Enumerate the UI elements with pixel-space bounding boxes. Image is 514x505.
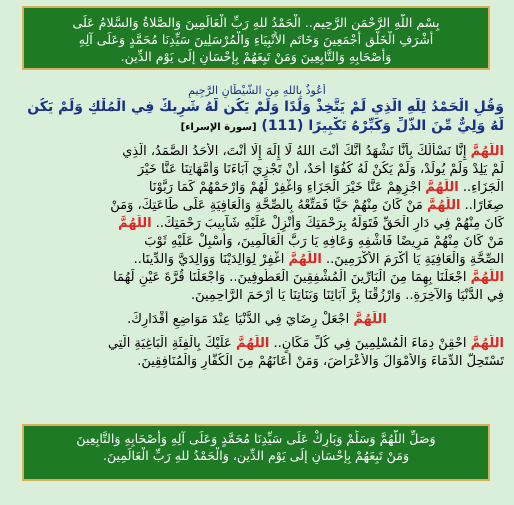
dua-line [10, 251, 504, 269]
dua-line [10, 335, 504, 353]
dua-line [10, 197, 504, 215]
dua-text: الْجَزَاءِ.. [462, 180, 504, 195]
allahumma-word: اللَّهُمَّ [470, 144, 504, 159]
ayah-text: لَّهُ وَلِيٌّ مِّنَ الذُّلِّ وَكَبِّرْهُ تَكْبِيرًا [308, 118, 504, 134]
dua-text: عَلَيْكَ بِالْفِئَةِ الْبَاغِيَةِ الَّتِي [107, 336, 232, 351]
closing-band [22, 424, 490, 481]
allahumma-word: اللَّهُمَّ [118, 216, 152, 231]
opening-line: وَأَصْحَابِهِ وَالتَّابِعِينَ وَمَنْ تَبِعَهُمْ بِإِحْسَانٍ إِلَى يَوْمِ الدِّينِ. [120, 49, 392, 64]
dua-line: تَسْتَحِلُّ الدِّمَاءَ وَالأَمْوَالَ وَالأَعْرَاضَ، وَمَنْ أَعَانَهُمْ مِنَ الْكُفَّارِ وَالْمُنَافِقِينَ. [137, 354, 504, 369]
ayah-line [10, 117, 504, 137]
allahumma-word: اللَّهُمَّ [235, 336, 270, 351]
closing-line: وَصَلِّ اللَّهُمَّ وَسَلِّمْ وَبَارِكْ عَلَى سَيِّدِنَا مُحَمَّدٍ وَعَلَى آلِهِ وَأَصْحَابِهِ وَالتَّابِعِينَ [76, 431, 436, 446]
dua-text: مَنْ كَانَ مِنْهُمْ حَيًّا فَمَتِّعْهُ بِالصِّحَّةِ وَالْعَافِيَةِ عَلَى طَاعَتِكَ، وَمَنْ [110, 198, 423, 213]
allahumma-word: اللَّهُمَّ [353, 312, 387, 327]
allahumma-word: اللَّهُمَّ [425, 180, 459, 195]
surah-reference: [سورة الإسراء] [180, 122, 257, 133]
dua-text: اجْزِهِمْ عَنَّا خَيْرَ الْجَزَاءِ وَاغْفِرْ لَهُمْ وَارْحَمْهُمْ كَمَا رَبَّوْنَا [148, 180, 422, 195]
dua-text: اغْفِرْ لِوَالِدَيْنَا وَوَالِدَيَّ وَالدِّينَا.. [133, 252, 285, 267]
dua-line [10, 311, 504, 329]
dua-text: صِغَارًا.. [464, 198, 504, 213]
dua-line [10, 179, 504, 197]
ayah-number: (111) [261, 118, 304, 134]
dua-text: احْقِنْ دِمَاءَ الْمُسْلِمِينَ فِي كُلِّ مَكَانٍ.. [273, 336, 467, 351]
dua-line [10, 143, 504, 161]
dua-text: اجْعَلْ رِضَايَ فِي الدُّنْيَا عِنْدَ مَوَاضِعِ أَقْدَارِكَ. [127, 312, 350, 327]
opening-band [22, 6, 490, 70]
opening-line: أَشْرَفِ الْخَلْقِ أَجْمَعِينَ وَخَاتَمِ الأَنْبِيَاءِ وَالْمُرْسَلِينَ سَيِّدِنَا مُحَمَّدٍ وَعَلَى آلِهِ [78, 32, 434, 47]
dua-line: لَمْ يَلِدْ وَلَمْ يُولَدْ، وَلَمْ يَكُنْ لَهُ كُفُوًا أَحَدٌ، أَنْ تَجْزِيَ آبَاءَنَا وَأُمَّهَاتِنَا عَنَّا خَيْرَ [137, 162, 504, 177]
dua-text: الصِّحَّةِ وَالْعَافِيَةِ يَا أَكْرَمَ الأَكْرَمِينَ.. [326, 252, 504, 267]
dua-line [10, 215, 504, 233]
ayah-line: وَقُلِ الْحَمْدُ لِلَّهِ الَّذِي لَمْ يَتَّخِذْ وَلَدًا وَلَمْ يَكُن لَّهُ شَرِيكٌ فِي الْمُلْكِ وَلَمْ يَكُن [27, 99, 504, 115]
dua-line [10, 269, 504, 287]
dua-text: كَانَ مِنْهُمْ فِي دَارِ الْحَقِّ فَتَوَلَّهُ بِرَحْمَتِكَ وَأَنْزِلْ عَلَيْهِ شَآبِيبَ رَحْمَتِكَ.. [155, 216, 504, 231]
taawudh: أَعُوذُ بِاللهِ مِنَ الشَّيْطَانِ الرَّجِيمِ [188, 84, 326, 97]
dua-line: مَنْ كَانَ مِنْهُمْ مَرِيضًا فَاشْفِهِ وَعَافِهِ يَا رَبَّ الْعَالَمِينَ، وَأَسْبِلْ عَلَيْهِ ثَوْبَ [144, 234, 504, 249]
allahumma-word: اللَّهُمَّ [470, 336, 504, 351]
supplication-body [10, 84, 504, 414]
allahumma-word: اللَّهُمَّ [470, 270, 504, 285]
opening-line: بِسْمِ اللَّهِ الرَّحْمَنِ الرَّحِيمِ.. الْحَمْدُ للهِ رَبِّ الْعَالَمِينَ وَالصَّلاةُ وَالسَّلامُ عَلَى [72, 15, 440, 30]
allahumma-word: اللَّهُمَّ [288, 252, 322, 267]
dua-line: فِي الدُّنْيَا وَالآخِرَةِ.. وَارْزُقْنَا بِرَّ آبَائِنَا وَبَنَاتِنَا يَا أَرْحَمَ الرَّاحِمِينَ. [190, 288, 504, 303]
dua-text: إِنَّا نَسْأَلُكَ بِأَنَّا نَشْهَدُ أَنَّكَ أَنْتَ اللهُ لَا إِلَهَ إِلَّا أَنْتَ، الأَحَدُ الصَّمَدُ، الَّذِي [122, 144, 467, 159]
closing-line: وَمَنْ تَبِعَهُمْ بِإِحْسَانٍ إِلَى يَوْمِ الدِّينِ، وَالْحَمْدُ للهِ رَبِّ الْعَالَمِينَ. [102, 448, 410, 463]
dua-text: اجْعَلْنَا بِهِمَا مِنَ الْبَارِّينَ الْمُشْفِقِينَ الْعَطُوفِينَ.. وَاجْعَلْنَا قُرَّةَ عَيْنٍ لَهُمَا [113, 270, 467, 285]
allahumma-word: اللَّهُمَّ [427, 198, 461, 213]
